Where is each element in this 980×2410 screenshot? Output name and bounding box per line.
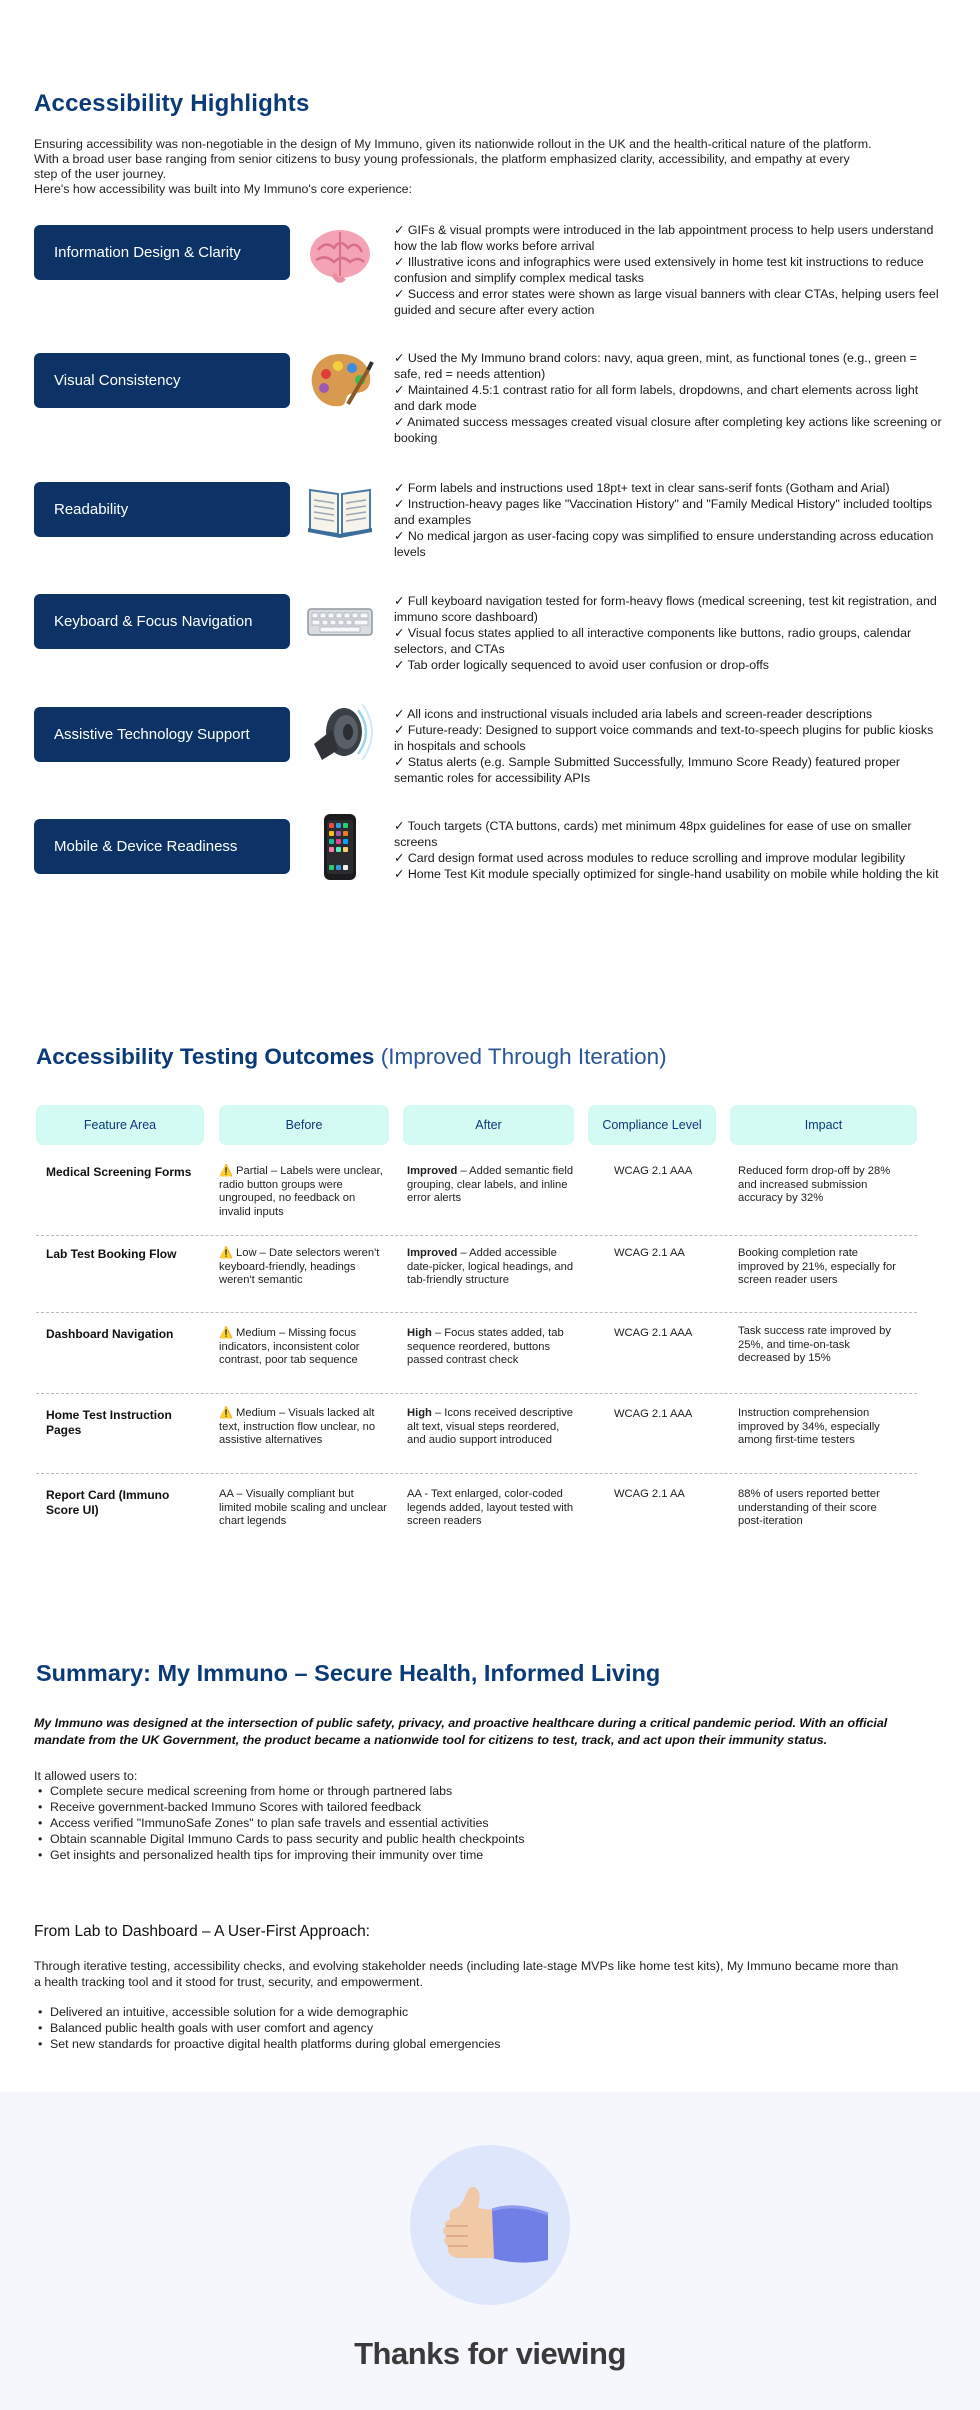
column-header-after: After	[403, 1105, 574, 1145]
after-cell: AA - Text enlarged, color-coded legends added, layout tested with screen readers	[407, 1488, 574, 1527]
highlight-point: ✓ GIFs & visual prompts were introduced in the lab appointment process to help users understand how the lab flow works before arrival	[394, 223, 934, 253]
approach-text: Through iterative testing, accessibility checks, and evolving stakeholder needs (including late-stage MVPs like home test kits), My Immuno became more than a health tracking tool and it stood for trust, security, and empowerment.	[34, 1959, 899, 1989]
speaker-icon	[304, 700, 376, 772]
before-cell	[219, 1247, 387, 1288]
after-level: High	[407, 1407, 432, 1419]
highlight-label[interactable]	[34, 707, 290, 762]
highlights-intro	[34, 137, 874, 197]
column-header-feature: Feature Area	[36, 1105, 204, 1145]
list-item: • Balanced public health goals with user comfort and agency	[34, 2020, 500, 2036]
smartphone-icon	[304, 812, 376, 884]
column-header-before: Before	[219, 1105, 389, 1145]
highlight-label[interactable]	[34, 594, 290, 649]
column-header-impact: Impact	[730, 1105, 917, 1145]
highlight-point: ✓ Future-ready: Designed to support voice commands and text-to-speech plugins for public kiosks in hospitals and schools	[394, 723, 934, 753]
highlight-label[interactable]	[34, 819, 290, 874]
highlight-point: ✓ Touch targets (CTA buttons, cards) met minimum 48px guidelines for ease of use on smaller screens	[394, 819, 912, 849]
intro-paragraph: Ensuring accessibility was non-negotiable in the design of My Immuno, given its nationwide rollout in the UK and the health-critical nature of the platform. With a broad user base ranging from senior citizens to busy young professionals, the platform emphasized clarity, accessibility, and empathy at every step of the user journey.	[34, 137, 872, 181]
highlight-point: ✓ Instruction-heavy pages like "Vaccination History" and "Family Medical History" included tooltips and examples	[394, 497, 933, 527]
highlight-label-text: Mobile & Device Readiness	[54, 838, 238, 855]
highlight-point: ✓ Form labels and instructions used 18pt+ text in clear sans-serif fonts (Gotham and Arial)	[394, 481, 890, 495]
highlight-point: ✓ Success and error states were shown as large visual banners with clear CTAs, helping users feel guided and secure after every action	[394, 287, 939, 317]
after-text: – Icons received descriptive alt text, visual steps reordered, and audio support introduced	[407, 1407, 574, 1446]
row-divider	[36, 1312, 917, 1313]
testing-title-suffix: (Improved Through Iteration)	[380, 1044, 667, 1069]
highlight-points	[394, 818, 942, 882]
summary-title: Summary: My Immuno – Secure Health, Informed Living	[36, 1660, 661, 1686]
thanks-text: Thanks for viewing	[354, 2336, 626, 2371]
highlight-point: ✓ Visual focus states applied to all interactive components like buttons, radio groups, calendar selectors, and CTAs	[394, 626, 912, 656]
column-header-compliance: Compliance Level	[588, 1105, 716, 1145]
highlight-point: ✓ Maintained 4.5:1 contrast ratio for all form labels, dropdowns, and chart elements across light and dark mode	[394, 383, 919, 413]
highlight-label[interactable]	[34, 353, 290, 408]
after-cell	[407, 1165, 575, 1206]
highlight-points	[394, 350, 942, 446]
highlight-point: ✓ Card design format used across modules to reduce scrolling and improve modular legibility	[394, 851, 906, 865]
after-text: – Focus states added, tab sequence reordered, buttons passed contrast check	[407, 1327, 564, 1366]
feature-cell: Lab Test Booking Flow	[46, 1247, 177, 1261]
highlight-point: ✓ All icons and instructional visuals included aria labels and screen-reader descriptions	[394, 707, 873, 721]
row-divider	[36, 1393, 917, 1394]
list-item: • Delivered an intuitive, accessible solution for a wide demographic	[34, 2004, 500, 2020]
after-level: Improved	[407, 1165, 458, 1177]
list-item: • Access verified "ImmunoSafe Zones" to plan safe travels and essential activities	[34, 1815, 525, 1831]
highlight-point: ✓ Full keyboard navigation tested for form-heavy flows (medical screening, test kit registration, and immuno score dashboard)	[394, 594, 937, 624]
testing-title	[36, 1044, 667, 1070]
highlight-point: ✓ Animated success messages created visual closure after completing key actions like screening or booking	[394, 415, 942, 445]
warning-icon: ⚠️	[219, 1165, 233, 1177]
list-item: • Complete secure medical screening from home or through partnered labs	[34, 1783, 525, 1799]
highlight-label-text: Information Design & Clarity	[54, 244, 241, 261]
keyboard-icon	[304, 585, 376, 657]
impact-cell: 88% of users reported better understanding of their score post-iteration	[738, 1488, 880, 1527]
before-level: Partial	[236, 1165, 268, 1177]
highlight-label-text: Visual Consistency	[54, 372, 181, 389]
before-cell: AA – Visually compliant but limited mobile scaling and unclear chart legends	[219, 1488, 387, 1527]
highlight-points	[394, 222, 942, 318]
list-item: • Receive government-backed Immuno Scores with tailored feedback	[34, 1799, 525, 1815]
palette-icon	[304, 346, 376, 418]
row-divider	[36, 1235, 917, 1236]
open-book-icon	[304, 472, 376, 544]
before-level: Medium	[236, 1407, 276, 1419]
allowed-list	[34, 1783, 525, 1863]
highlight-point: ✓ No medical jargon as user-facing copy was simplified to ensure understanding across education levels	[394, 529, 934, 559]
highlight-point: ✓ Home Test Kit module specially optimized for single-hand usability on mobile while holding the kit	[394, 867, 939, 881]
testing-title-main: Accessibility Testing Outcomes	[36, 1044, 375, 1069]
highlight-point: ✓ Used the My Immuno brand colors: navy, aqua green, mint, as functional tones (e.g., green = safe, red = needs attention)	[394, 351, 917, 381]
highlight-label-text: Readability	[54, 501, 129, 518]
before-cell	[219, 1407, 387, 1448]
highlight-label[interactable]	[34, 482, 290, 537]
before-cell	[219, 1327, 387, 1368]
impact-cell: Task success rate improved by 25%, and time-on-task decreased by 15%	[738, 1325, 891, 1364]
highlight-point: ✓ Illustrative icons and infographics were used extensively in home test kit instructions to reduce confusion and simplify complex medical tasks	[394, 255, 924, 285]
list-item: • Get insights and personalized health tips for improving their immunity over time	[34, 1847, 525, 1863]
before-cell	[219, 1165, 387, 1219]
after-level: Improved	[407, 1247, 458, 1259]
compliance-cell: WCAG 2.1 AAA	[614, 1165, 693, 1177]
feature-cell: Dashboard Navigation	[46, 1327, 174, 1341]
warning-icon: ⚠️	[219, 1327, 233, 1339]
highlight-points	[394, 706, 942, 786]
compliance-cell: WCAG 2.1 AA	[614, 1488, 685, 1500]
highlight-label-text: Keyboard & Focus Navigation	[54, 613, 253, 630]
feature-cell: Report Card (Immuno Score UI)	[46, 1488, 170, 1517]
feature-cell: Home Test Instruction Pages	[46, 1408, 172, 1437]
warning-icon: ⚠️	[219, 1247, 233, 1259]
after-text: – Added accessible date-picker, logical headings, and tab-friendly structure	[407, 1247, 574, 1286]
after-level: High	[407, 1327, 432, 1339]
compliance-cell: WCAG 2.1 AA	[614, 1247, 685, 1259]
impact-cell: Reduced form drop-off by 28% and increased submission accuracy by 32%	[738, 1165, 891, 1204]
before-level: Medium	[236, 1327, 276, 1339]
list-item: • Set new standards for proactive digital health platforms during global emergencies	[34, 2036, 500, 2052]
thumbs-up-icon	[428, 2180, 552, 2270]
brain-icon	[304, 220, 376, 292]
warning-icon: ⚠️	[219, 1407, 233, 1419]
outcomes-list	[34, 2004, 500, 2052]
highlight-point: ✓ Tab order logically sequenced to avoid user confusion or drop-offs	[394, 658, 769, 672]
allowed-label: It allowed users to:	[34, 1769, 138, 1783]
compliance-cell: WCAG 2.1 AAA	[614, 1327, 693, 1339]
highlight-points	[394, 480, 942, 560]
highlight-point: ✓ Status alerts (e.g. Sample Submitted Successfully, Immuno Score Ready) featured proper semantic roles for accessibility APIs	[394, 755, 901, 785]
highlights-title: Accessibility Highlights	[34, 90, 310, 117]
before-text: – Visuals lacked alt text, instruction flow unclear, no assistive alternatives	[219, 1407, 376, 1446]
highlight-label[interactable]	[34, 225, 290, 280]
approach-heading: From Lab to Dashboard – A User-First Approach:	[34, 1923, 370, 1940]
list-item: • Obtain scannable Digital Immuno Cards to pass security and public health checkpoints	[34, 1831, 525, 1847]
before-text: – Missing focus indicators, inconsistent color contrast, poor tab sequence	[219, 1327, 360, 1366]
row-divider	[36, 1473, 917, 1474]
after-cell	[407, 1407, 579, 1448]
after-cell	[407, 1327, 575, 1368]
highlight-label-text: Assistive Technology Support	[54, 726, 250, 743]
impact-cell: Booking completion rate improved by 21%, especially for screen reader users	[738, 1247, 896, 1286]
impact-cell: Instruction comprehension improved by 34%, especially among first-time testers	[738, 1407, 880, 1446]
before-text: – Labels were unclear, radio button groups were ungrouped, no feedback on invalid inputs	[219, 1165, 383, 1218]
highlight-points	[394, 593, 942, 673]
after-text: – Added semantic field grouping, clear labels, and inline error alerts	[407, 1165, 574, 1204]
after-cell	[407, 1247, 575, 1288]
before-level: Low	[236, 1247, 257, 1259]
feature-cell: Medical Screening Forms	[46, 1165, 192, 1179]
intro-paragraph-2: Here's how accessibility was built into My Immuno's core experience:	[34, 182, 412, 196]
compliance-cell: WCAG 2.1 AAA	[614, 1408, 693, 1420]
before-text: – Date selectors weren't keyboard-friendly, headings weren't semantic	[219, 1247, 380, 1286]
summary-intro: My Immuno was designed at the intersection of public safety, privacy, and proactive healthcare during a critical pandemic period. With an official mandate from the UK Government, the product became a nationwide tool for citizens to test, track, and act upon their immunity status.	[34, 1716, 888, 1747]
